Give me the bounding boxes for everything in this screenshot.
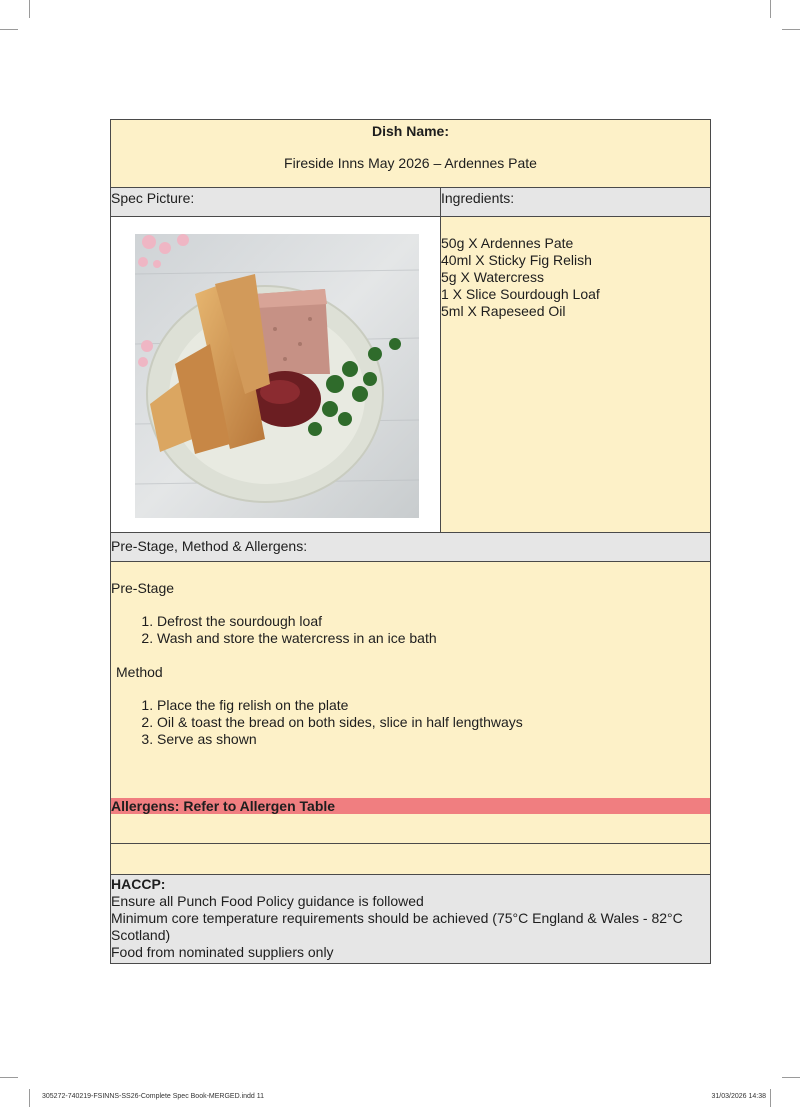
crop-mark [29, 0, 30, 18]
haccp-row [111, 875, 710, 963]
haccp-line: Food from nominated suppliers only [111, 944, 334, 960]
pre-stage-step: 1. Defrost the sourdough loaf [157, 613, 437, 630]
haccp-line: Ensure all Punch Food Policy guidance is followed [111, 893, 424, 909]
crop-mark [29, 1089, 30, 1107]
crop-mark [770, 0, 771, 18]
dish-name: Fireside Inns May 2026 – Ardennes Pate [284, 155, 537, 171]
dish-photo [135, 234, 419, 518]
dish-name-row [111, 120, 710, 188]
column-header-row [111, 188, 710, 217]
ingredient-item: 5g X Watercress [441, 269, 544, 285]
haccp-line: Minimum core temperature requirements should be achieved (75°C England & Wales - 82°C Scotland) [111, 910, 683, 943]
picture-ingredients-row [111, 217, 710, 533]
crop-mark [0, 29, 18, 30]
crop-mark [0, 1077, 18, 1078]
method-header-row [111, 533, 710, 562]
footer-date: 31/03/2026 14:38 [711, 1093, 766, 1100]
pre-stage-title: Pre-Stage [111, 580, 175, 596]
pre-stage-steps [111, 613, 437, 647]
ingredient-item: 5ml X Rapeseed Oil [441, 303, 566, 319]
method-title: Method [116, 664, 163, 680]
footer-file-info: 305272-740219-FSINNS-SS26-Complete Spec Book-MERGED.indd 11 [42, 1093, 265, 1100]
method-step: 1. Place the fig relish on the plate [157, 697, 523, 714]
pre-stage-step: 2. Wash and store the watercress in an ice bath [157, 630, 437, 647]
ingredients-list [441, 217, 710, 320]
dish-name-label: Dish Name: [371, 123, 450, 139]
haccp-label: HACCP: [111, 876, 166, 892]
blank-row [111, 844, 710, 875]
ingredients-header: Ingredients: [441, 190, 515, 206]
allergens-notice: Allergens: Refer to Allergen Table [111, 798, 710, 814]
spec-sheet-table [110, 119, 711, 964]
method-step: 2. Oil & toast the bread on both sides, slice in half lengthways [157, 714, 523, 731]
ingredient-item: 50g X Ardennes Pate [441, 235, 574, 251]
ingredient-item: 40ml X Sticky Fig Relish [441, 252, 592, 268]
method-row [111, 562, 710, 844]
method-step: 3. Serve as shown [157, 731, 523, 748]
spec-picture-header: Spec Picture: [111, 190, 195, 206]
crop-mark [782, 29, 800, 30]
crop-mark [782, 1077, 800, 1078]
crop-mark [770, 1089, 771, 1107]
method-steps [111, 697, 523, 748]
method-section-header: Pre-Stage, Method & Allergens: [111, 538, 308, 554]
ingredient-item: 1 X Slice Sourdough Loaf [441, 286, 600, 302]
